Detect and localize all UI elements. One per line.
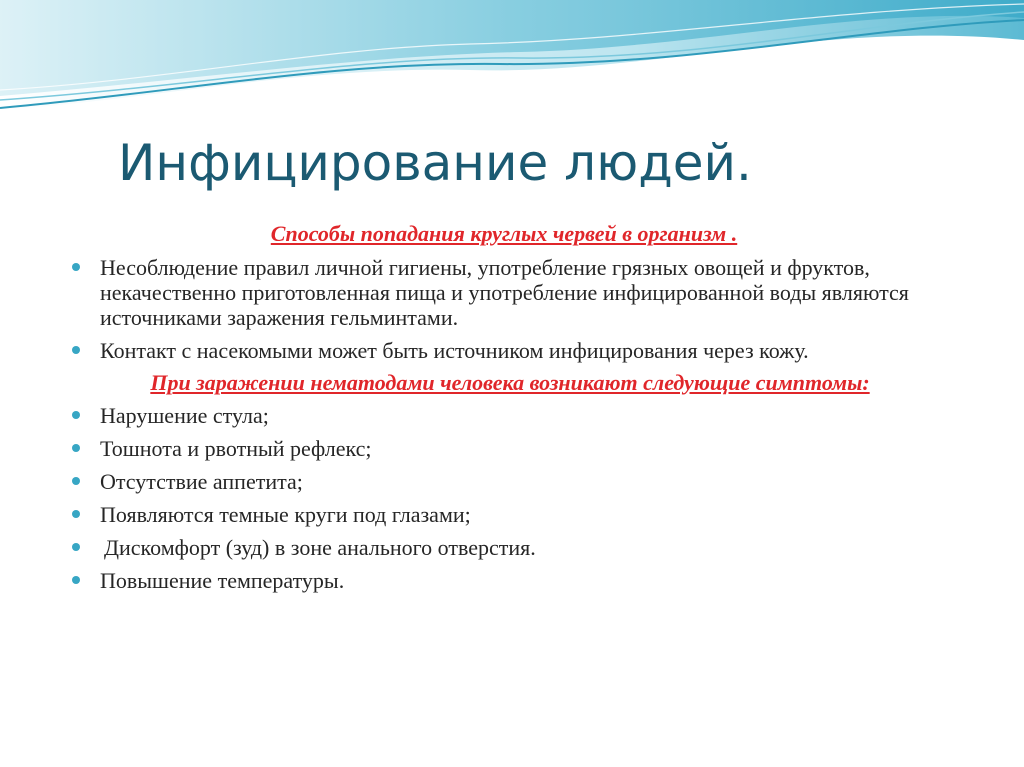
- list-item: Нарушение стула;: [72, 403, 932, 428]
- slide-content: [72, 222, 932, 593]
- list-item: Появляются темные круги под глазами;: [72, 502, 932, 527]
- list-item: Дискомфорт (зуд) в зоне анального отверстия.: [72, 535, 932, 560]
- list-item: Контакт с насекомыми может быть источником инфицирования через кожу.: [72, 338, 932, 363]
- bullet-icon: [72, 477, 80, 485]
- bullet-icon: [72, 263, 80, 271]
- section-heading-transmission: Способы попадания круглых червей в организм .: [270, 221, 738, 246]
- list-item: Тошнота и рвотный рефлекс;: [72, 436, 932, 461]
- list-item: Повышение температуры.: [72, 568, 932, 593]
- list-item: Отсутствие аппетита;: [72, 469, 932, 494]
- bullet-icon: [72, 576, 80, 584]
- slide-title: Инфицирование людей.: [118, 134, 752, 192]
- bullet-icon: [72, 543, 80, 551]
- bullet-icon: [72, 411, 80, 419]
- bullet-icon: [72, 510, 80, 518]
- bullet-icon: [72, 444, 80, 452]
- section-heading-symptoms: При заражении нематодами человека возникают следующие симптомы:: [150, 370, 870, 395]
- header-wave-decoration: [0, 0, 1024, 120]
- list-item: Несоблюдение правил личной гигиены, употребление грязных овощей и фруктов, некачественно приготовленная пища и употребление инфицированной воды являются источниками заражения гельминтами.: [72, 255, 932, 330]
- transmission-list: [72, 255, 932, 363]
- symptoms-list: [72, 403, 932, 593]
- bullet-icon: [72, 346, 80, 354]
